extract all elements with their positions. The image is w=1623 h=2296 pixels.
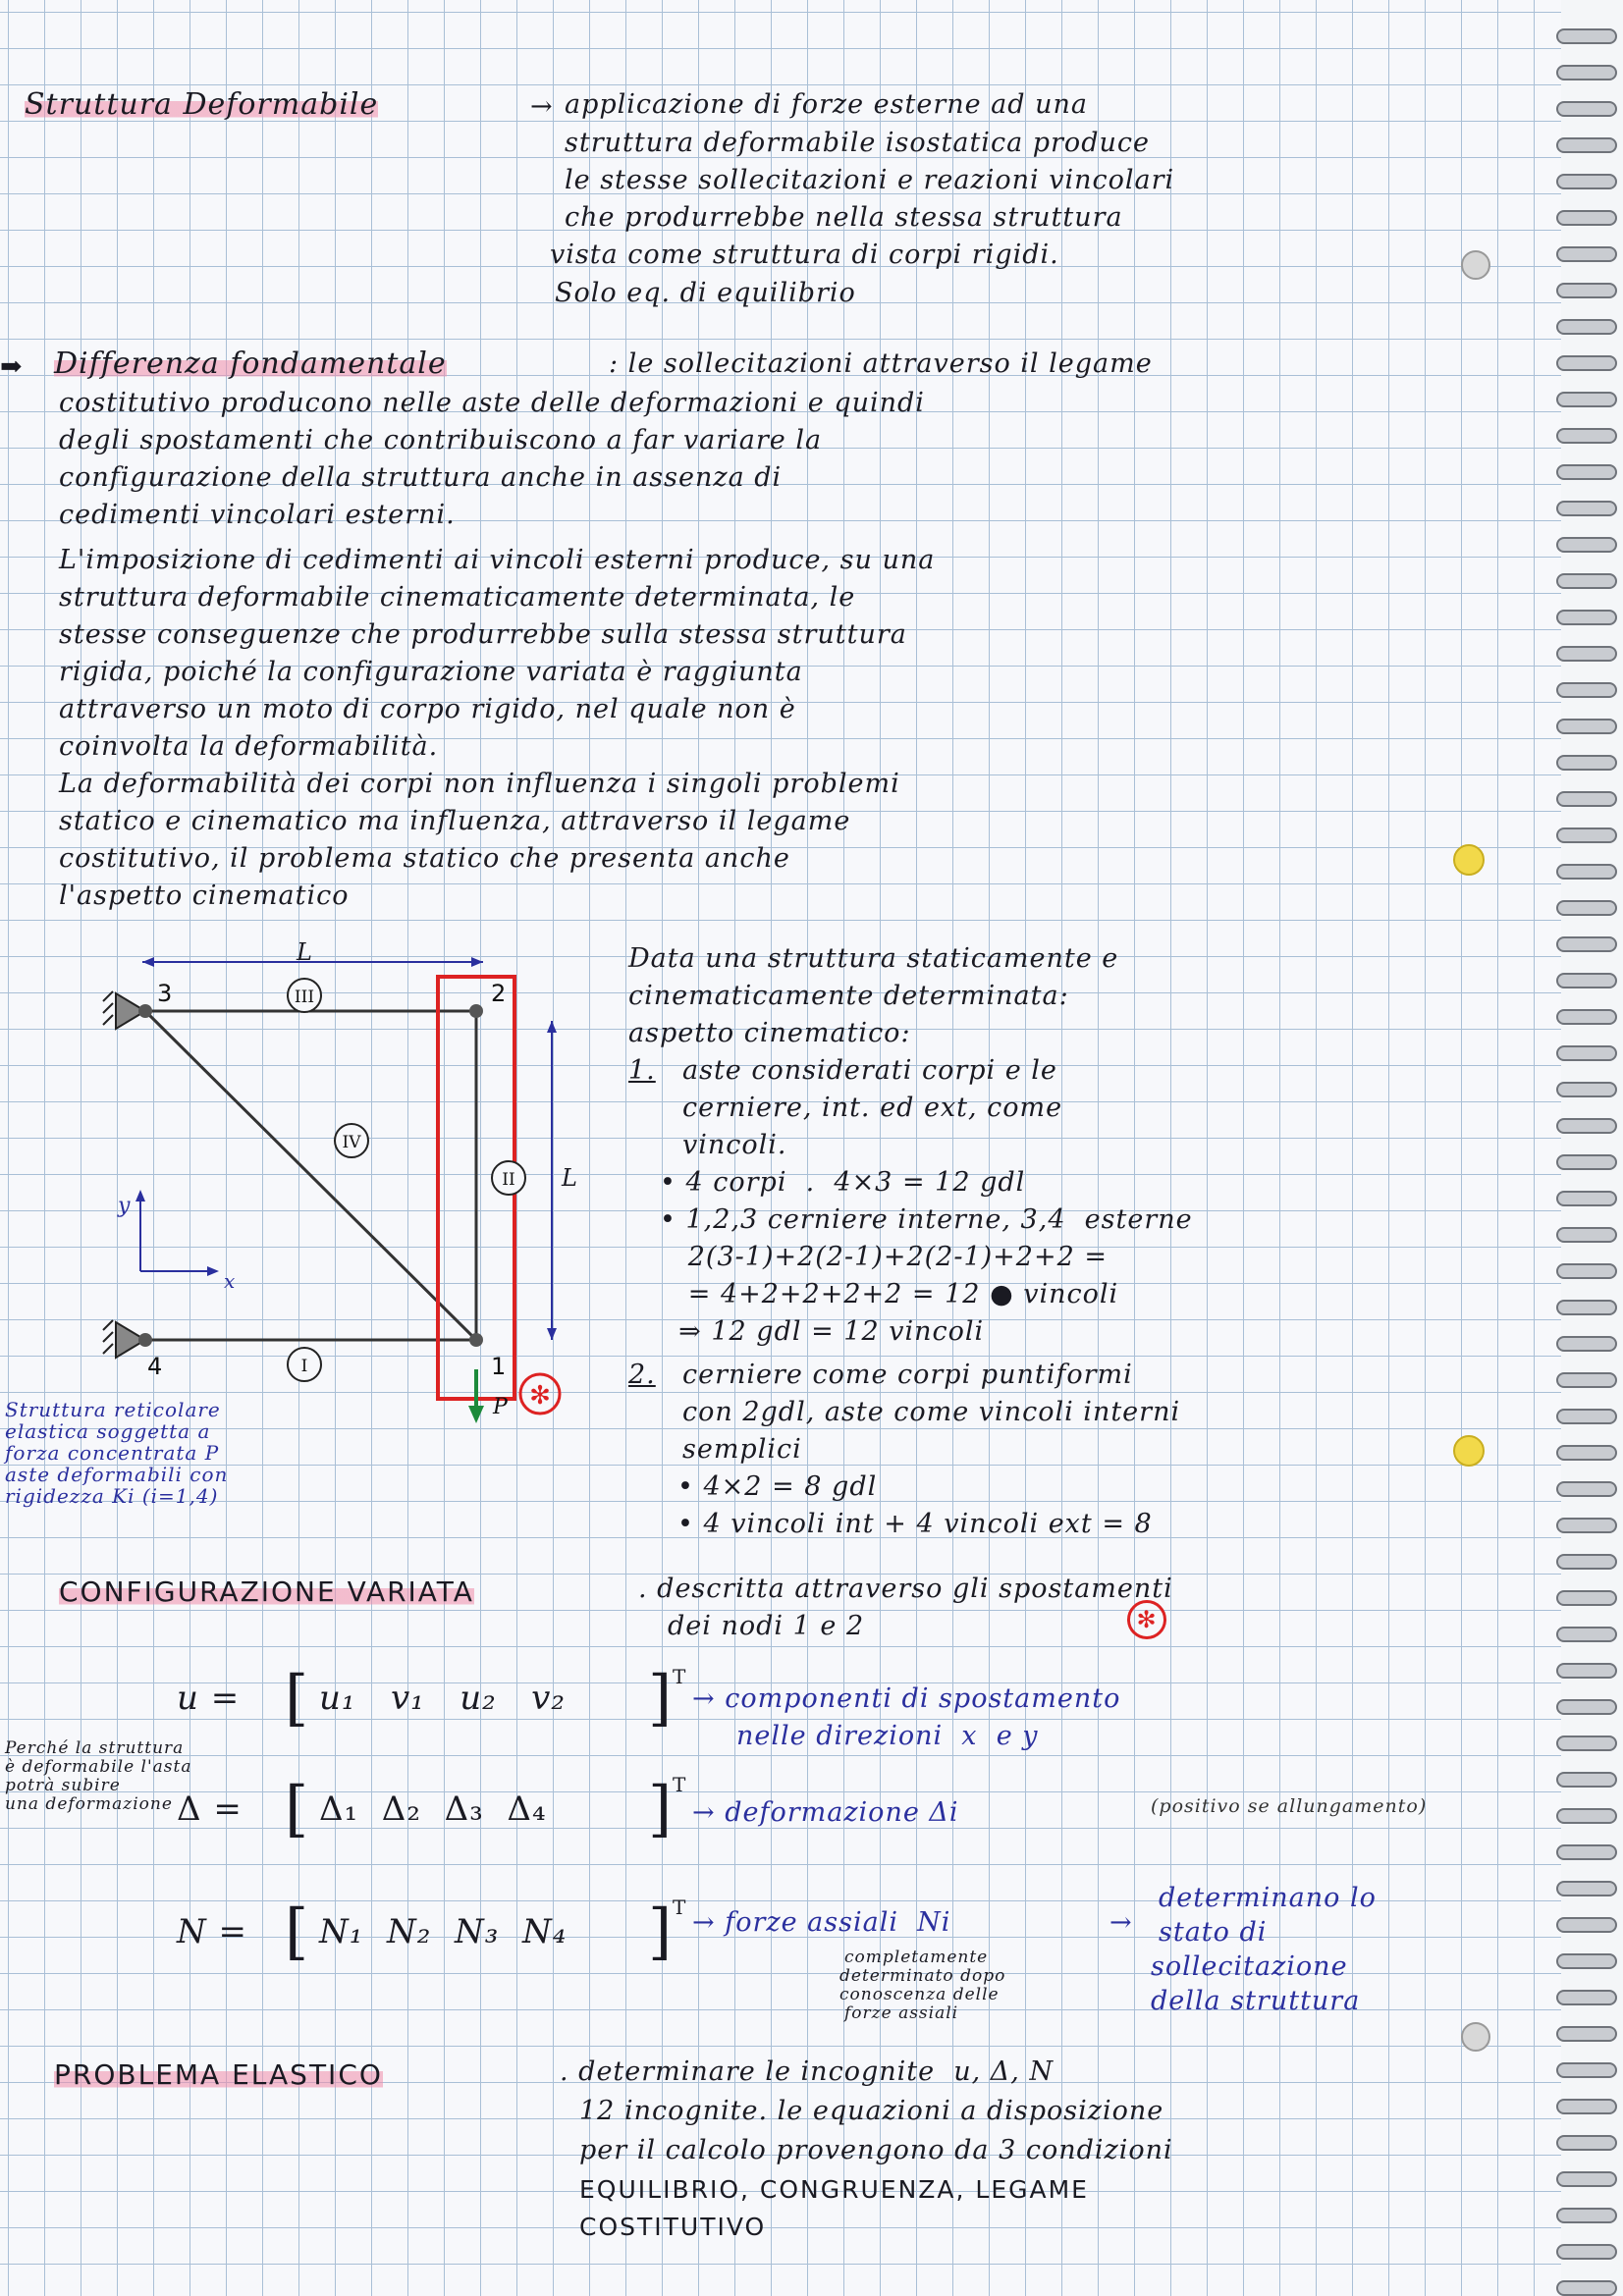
axis-x-label: x	[224, 1269, 236, 1293]
section2-line-2: degli spostamenti che contribuiscono a far variare la	[59, 425, 823, 455]
item2-line-1: cerniere come corpi puntiformi	[682, 1360, 1133, 1390]
spiral-coil	[1557, 1373, 1616, 1387]
spiral-coil	[1557, 1446, 1616, 1460]
dim-right-label: L	[562, 1164, 577, 1192]
spiral-coil	[1557, 865, 1616, 879]
vector-u-transpose: T	[673, 1665, 687, 1688]
spiral-coil	[1557, 574, 1616, 588]
vector-u-desc: → componenti di spostamento	[692, 1683, 1121, 1714]
section2-line-10: coinvolta la deformabilità.	[59, 731, 439, 762]
bullet1-2: • 1,2,3 cerniere interne, 3,4 esterne	[660, 1204, 1193, 1235]
spiral-coil	[1557, 502, 1616, 515]
spiral-coil	[1557, 429, 1616, 443]
dim-top-arrow-left-icon	[142, 957, 154, 967]
vector-u-desc-2: nelle direzioni x e y	[736, 1721, 1039, 1751]
section4-line-2: 12 incognite. le equazioni a disposizione	[579, 2096, 1164, 2126]
bullet1-3: 2(3-1)+2(2-1)+2(2-1)+2+2 =	[660, 1242, 1108, 1272]
load-label: P	[493, 1395, 508, 1419]
spiral-binding	[1549, 0, 1623, 2296]
spiral-coil	[1557, 1882, 1616, 1896]
spiral-coil	[1557, 1410, 1616, 1423]
vector-u-lhs: u =	[177, 1679, 241, 1718]
vector-n-small-4: forze assiali	[844, 2003, 959, 2023]
spiral-coil	[1557, 1264, 1616, 1278]
spiral-coil	[1557, 1954, 1616, 1968]
dim-top-label: L	[297, 938, 312, 966]
axis-x-arrow-icon	[207, 1266, 219, 1276]
member-label-I: I	[300, 1357, 308, 1376]
axis-y-label: y	[118, 1194, 131, 1218]
spiral-coil	[1557, 66, 1616, 80]
spiral-coil	[1557, 901, 1616, 915]
bullet1-4: = 4+2+2+2+2 = 12 ● vincoli	[660, 1279, 1119, 1309]
vector-delta-note: (positivo se allungamento)	[1151, 1795, 1428, 1817]
spiral-coil	[1557, 211, 1616, 225]
spiral-coil	[1557, 2136, 1616, 2150]
section4-line-1: . determinare le incognite u, Δ, N	[560, 2056, 1055, 2087]
section2-line-14: l'aspetto cinematico	[59, 881, 350, 911]
spiral-coil	[1557, 2172, 1616, 2186]
spiral-coil	[1557, 538, 1616, 552]
vector-n-lhs: N =	[177, 1912, 248, 1951]
node-label-2: 2	[491, 980, 507, 1007]
spiral-coil	[1557, 2027, 1616, 2041]
spiral-coil	[1557, 1809, 1616, 1823]
bullet2-2: • 4 vincoli int + 4 vincoli ext = 8	[677, 1509, 1153, 1539]
section4-line-3: per il calcolo provengono da 3 condizioni	[579, 2135, 1173, 2165]
binder-hole-upper-mid	[1453, 844, 1485, 876]
vector-delta-entries: Δ₁ Δ₂ Δ₃ Δ₄	[319, 1789, 547, 1829]
section2-marker-icon: ➡	[0, 351, 24, 382]
spiral-coil	[1557, 1991, 1616, 2004]
spiral-coil	[1557, 828, 1616, 842]
member-label-III: III	[294, 988, 315, 1007]
vector-n-transpose: T	[673, 1896, 687, 1919]
spiral-coil	[1557, 102, 1616, 116]
spiral-coil	[1557, 1083, 1616, 1096]
section3-line-2: dei nodi 1 e 2	[668, 1611, 865, 1641]
bullet1-5: ⇒ 12 gdl = 12 vincoli	[660, 1316, 985, 1347]
section-title-configurazione-variata: CONFIGURAZIONE VARIATA	[59, 1575, 474, 1608]
spiral-coil	[1557, 1591, 1616, 1605]
section1-line-1: applicazione di forze esterne ad una	[565, 89, 1089, 120]
spiral-coil	[1557, 2100, 1616, 2113]
spiral-coil	[1557, 1482, 1616, 1496]
spiral-coil	[1557, 138, 1616, 152]
section2-line-5: L'imposizione di cedimenti ai vincoli esterni produce, su una	[59, 545, 936, 575]
spiral-coil	[1557, 1628, 1616, 1641]
item2-line-2: con 2gdl, aste come vincoli interni	[682, 1397, 1181, 1427]
vector-delta-transpose: T	[673, 1773, 687, 1796]
member-label-IV: IV	[342, 1133, 361, 1152]
spiral-coil	[1557, 1773, 1616, 1787]
vector-delta-bracket-left: [	[285, 1773, 310, 1844]
section2-line-8: rigida, poiché la configurazione variata è raggiunta	[59, 657, 803, 687]
spiral-coil	[1557, 1192, 1616, 1205]
spiral-coil	[1557, 1119, 1616, 1133]
spiral-coil	[1557, 1555, 1616, 1569]
vector-n-small-2: determinato dopo	[839, 1966, 1006, 1986]
section2-line-11: La deformabilità dei corpi non influenza i singoli problemi	[59, 769, 900, 799]
spiral-coil	[1557, 465, 1616, 479]
section-title-differenza: Differenza fondamentale	[54, 347, 447, 381]
bullet2-1: • 4×2 = 8 gdl	[677, 1471, 878, 1502]
spiral-coil	[1557, 1337, 1616, 1351]
vector-n-right-4: della struttura	[1151, 1986, 1361, 2016]
member-IV	[145, 1011, 476, 1340]
vector-delta-bracket-right: ]	[648, 1773, 674, 1844]
diagram-caption-5: rigidezza Ki (i=1,4)	[5, 1484, 219, 1508]
spiral-coil	[1557, 393, 1616, 406]
vector-n-bracket-right: ]	[648, 1896, 674, 1967]
vector-u-bracket-right: ]	[648, 1662, 674, 1734]
spiral-coil	[1557, 175, 1616, 188]
bullet1-1: • 4 corpi . 4×3 = 12 gdl	[660, 1167, 1026, 1198]
item1-number: 1.	[628, 1055, 656, 1086]
spiral-coil	[1557, 1700, 1616, 1714]
vector-n-bracket-left: [	[285, 1896, 310, 1967]
vector-n-right-3: sollecitazione	[1151, 1951, 1348, 1982]
vector-delta-desc: → deformazione Δi	[692, 1797, 959, 1828]
section-title-problema-elastico: PROBLEMA ELASTICO	[54, 2058, 383, 2091]
spiral-coil	[1557, 284, 1616, 297]
spiral-coil	[1557, 247, 1616, 261]
section1-line-4: che produrrebbe nella stessa struttura	[565, 202, 1123, 233]
node-3	[138, 1004, 152, 1018]
spiral-coil	[1557, 1155, 1616, 1169]
spiral-coil	[1557, 792, 1616, 806]
item1-line-3: vincoli.	[682, 1130, 787, 1160]
section2-line-12: statico e cinematico ma influenza, attraverso il legame	[59, 806, 851, 836]
spiral-coil	[1557, 1228, 1616, 1242]
spiral-coil	[1557, 1010, 1616, 1024]
dim-right-arrow-top-icon	[547, 1021, 557, 1033]
spiral-coil	[1557, 2063, 1616, 2077]
section2-line-13: costitutivo, il problema statico che presenta anche	[59, 843, 790, 874]
member-label-II: II	[502, 1170, 515, 1190]
spiral-coil	[1557, 937, 1616, 951]
spiral-coil	[1557, 1301, 1616, 1314]
spiral-coil	[1557, 720, 1616, 733]
section3-line-1: . descritta attraverso gli spostamenti	[638, 1574, 1173, 1604]
section1-line-3: le stesse sollecitazioni e reazioni vincolari	[565, 165, 1175, 195]
spiral-coil	[1557, 356, 1616, 370]
item2-number: 2.	[628, 1360, 656, 1390]
section4-caps-1: EQUILIBRIO, CONGRUENZA, LEGAME	[579, 2175, 1089, 2204]
node-4	[138, 1333, 152, 1347]
spiral-coil	[1557, 1736, 1616, 1750]
spiral-coil	[1557, 611, 1616, 624]
right-intro-3: aspetto cinematico:	[628, 1018, 911, 1048]
section4-caps-2: COSTITUTIVO	[579, 2213, 767, 2241]
node-2	[469, 1004, 483, 1018]
vector-delta-lhs: Δ =	[177, 1789, 243, 1829]
section1-arrow: →	[530, 91, 554, 122]
spiral-coil	[1557, 756, 1616, 770]
binder-hole-bottom	[1461, 2022, 1490, 2052]
vector-u-entries: u₁ v₁ u₂ v₂	[319, 1679, 566, 1718]
vector-n-arrow2: →	[1109, 1907, 1133, 1938]
section1-line-2: struttura deformabile isostatica produce	[565, 128, 1150, 158]
vector-n-entries: N₁ N₂ N₃ N₄	[319, 1912, 568, 1951]
vector-n-small-3: conoscenza delle	[839, 1985, 1000, 2004]
spiral-coil	[1557, 1845, 1616, 1859]
section2-line-9: attraverso un moto di corpo rigido, nel quale non è	[59, 694, 796, 724]
node-label-4: 4	[147, 1353, 163, 1380]
section-title-struttura-deformabile: Struttura Deformabile	[25, 87, 379, 122]
delta-side-4: una deformazione	[5, 1794, 173, 1814]
section2-first-line: : le sollecitazioni attraverso il legame	[609, 348, 1153, 379]
item2-line-3: semplici	[682, 1434, 802, 1465]
diagram-caption-4: aste deformabili con	[5, 1463, 229, 1486]
section2-line-1: costitutivo producono nelle aste delle deformazioni e quindi	[59, 388, 925, 418]
axis-y-arrow-icon	[135, 1190, 145, 1201]
spiral-coil	[1557, 2245, 1616, 2259]
section3-star-icon: ✻	[1127, 1600, 1166, 1639]
node-1	[469, 1333, 483, 1347]
spiral-coil	[1557, 647, 1616, 661]
section2-line-7: stesse conseguenze che produrrebbe sulla stessa struttura	[59, 619, 907, 650]
binder-hole-top	[1461, 250, 1490, 280]
section2-line-3: configurazione della struttura anche in assenza di	[59, 462, 783, 493]
diagram-caption-3: forza concentrata P	[5, 1441, 220, 1465]
section2-line-6: struttura deformabile cinematicamente determinata, le	[59, 582, 856, 613]
star-marker-text: ✻	[529, 1381, 551, 1411]
spiral-coil	[1557, 2281, 1616, 2295]
section1-line-5: vista come struttura di corpi rigidi.	[550, 240, 1059, 270]
spiral-coil	[1557, 29, 1616, 43]
node-label-1: 1	[491, 1353, 507, 1380]
node-label-3: 3	[157, 980, 173, 1007]
item1-line-2: cerniere, int. ed ext, come	[682, 1093, 1063, 1123]
spiral-coil	[1557, 1664, 1616, 1678]
spiral-coil	[1557, 320, 1616, 334]
vector-n-right-1: determinano lo	[1159, 1883, 1377, 1913]
diagram-caption-2: elastica soggetta a	[5, 1419, 211, 1443]
binder-hole-lower-mid	[1453, 1435, 1485, 1467]
vector-n-small-1: completamente	[844, 1948, 989, 1967]
dim-top-arrow-right-icon	[471, 957, 483, 967]
item1-line-1: aste considerati corpi e le	[682, 1055, 1057, 1086]
spiral-coil	[1557, 1046, 1616, 1060]
spiral-coil	[1557, 2209, 1616, 2222]
section2-line-4: cedimenti vincolari esterni.	[59, 500, 456, 530]
vector-n-right-2: stato di	[1159, 1917, 1268, 1948]
diagram-caption-1: Struttura reticolare	[5, 1398, 221, 1421]
dim-right-arrow-bottom-icon	[547, 1328, 557, 1340]
spiral-coil	[1557, 974, 1616, 988]
spiral-coil	[1557, 1918, 1616, 1932]
spiral-coil	[1557, 683, 1616, 697]
right-intro-2: cinematicamente determinata:	[628, 981, 1069, 1011]
delta-side-2: è deformabile l'asta	[5, 1757, 192, 1777]
load-arrow-head-icon	[468, 1406, 484, 1423]
right-intro-1: Data una struttura staticamente e	[628, 943, 1119, 974]
section1-line-6: Solo eq. di equilibrio	[555, 278, 856, 308]
spiral-coil	[1557, 1519, 1616, 1532]
delta-side-3: potrà subire	[5, 1776, 121, 1795]
vector-u-bracket-left: [	[285, 1662, 310, 1734]
delta-side-1: Perché la struttura	[5, 1738, 185, 1758]
vector-n-desc: → forze assiali Ni	[692, 1907, 951, 1938]
